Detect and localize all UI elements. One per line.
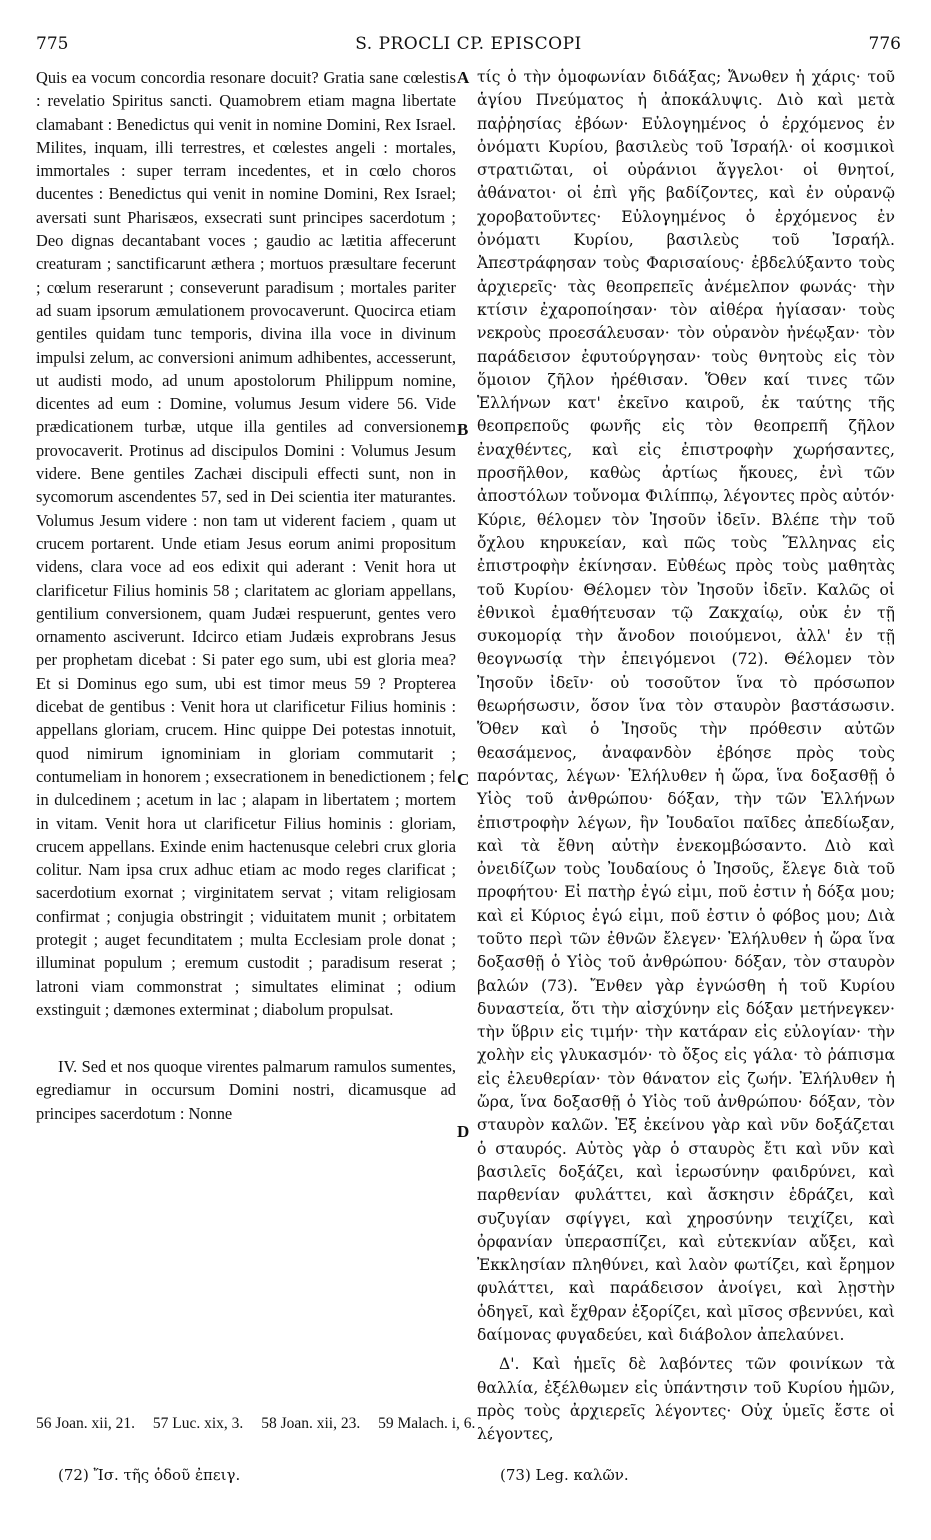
left-page-number: 775 [36, 34, 69, 54]
footnote-57: 57 Luc. xix, 3. [152, 1415, 244, 1432]
footnote-56: 56 Joan. xii, 21. [36, 1415, 136, 1432]
textual-note-72: (72) Ἴσ. τῆς ὁδοῦ ἐπειγ. [58, 1466, 241, 1484]
margin-marker-d: D [457, 1122, 470, 1141]
page-header [36, 34, 901, 60]
footnote-58: 58 Joan. xii, 23. [261, 1415, 361, 1432]
footnote-59: 59 Malach. i, 6. [378, 1415, 476, 1432]
greek-paragraph-1: τίς ὁ τὴν ὁμοφωνίαν διδάξας; Ἄνωθεν ἡ χάρις· τοῦ ἁγίου Πνεύματος ἡ ἀποκάλυψις. Διὸ καὶ μετὰ παῤῥησίας ἐβόων· Εὐλογημένος ὁ ἐρχόμενος ἐν ὀνόματι Κυρίου, βασιλεὺς τοῦ Ἰσραήλ· οἱ κοσμικοὶ στρατιῶται, οἱ οὐράνιοι ἄγγελοι· οἱ θνητοί, ἀθάνατοι· οἱ ἐπὶ γῆς βαδίζοντες, καὶ ἐν οὐρανῷ χοροβατοῦντες· Εὐλογημένος ὁ ἐρχόμενος ἐν ὀνόματι Κυρίου, βασιλεὺς τοῦ Ἰσραήλ. Ἀπεστράφησαν τοὺς Φαρισαίους· ἐβδελύξαντο τοὺς ἀρχιερεῖς· τὰς θεοπρεπεῖς ἀνέμελπον φωνάς· τὴν κτίσιν ἐχαροποίησαν· τὸν αἰθέρα ἡγίασαν· τοὺς νεκροὺς προεσάλευσαν· τὸν οὐρανὸν ἠνέῳξαν· τὸν παράδεισον ἐφυτούργησαν· τοὺς θνητοὺς εἰς τὸν ὅμοιον ζῆλον ἠρέθισαν. Ὅθεν καί τινες τῶν Ἑλλήνων κατ' ἐκεῖνο καιροῦ, ἐκ ταύτης τῆς θεοπρεποῦς φωνῆς εἰς τὸν θεοπρεπῆ ζῆλον ἐναχθέντες, καὶ εἰς ἐπιστροφὴν χωρήσαντες, προσῆλθον, καθὼς ἀρτίως ἤκουες, ἐνὶ τῶν ἀποστόλων τοὔνομα Φιλίππῳ, λέγοντες πρὸς αὐτόν· Κύριε, θέλομεν τὸν Ἰησοῦν ἰδεῖν. Βλέπε τὴν τοῦ ὄχλου κηρυκείαν, καὶ πῶς τοὺς Ἕλληνας εἰς ἐπιστροφὴν ἐκίνησαν. Εὐθέως πρὸς τοὺς μαθητὰς τοῦ Κυρίου· Θέλομεν τὸν Ἰησοῦν ἰδεῖν. Καλῶς οἱ ἐθνικοὶ ἐμαθήτευσαν τῷ Ζακχαίῳ, οὐκ ἐν τῇ συκομορίᾳ τὴν ἄνοδον ποιούμενοι, ἀλλ' ἐν τῇ θεογνωσίᾳ τὴν ἐπειγόμενοι (72). Θέλομεν τὸν Ἰησοῦν ἰδεῖν· οὐ τοσοῦτον ἵνα τὸ πρόσωπον θεωρήσωσιν, ὅσον ἵνα τὸν σταυρὸν βαστάσωσιν. Ὅθεν καὶ ὁ Ἰησοῦς τὴν πρόθεσιν αὐτῶν θεασάμενος, ἀναφανδὸν ἐβόησε πρὸς τοὺς παρόντας, λέγων· Ἐλήλυθεν ἡ ὥρα, ἵνα δοξασθῇ ὁ Υἱὸς τοῦ ἀνθρώπου· δόξαν, τὴν τῶν Ἑλλήνων ἐπιστροφὴν λέγων, ἣν Ἰουδαῖοι παῖδες ἀπεδίωξαν, καὶ τὰ ἔθνη αὐτὴν ἐνεκομβώσαντο. Διὸ καὶ ὀνειδίζων τοὺς Ἰουδαίους ὁ Ἰησοῦς, ἔλεγε διὰ τοῦ προφήτου· Εἰ πατὴρ ἐγώ εἰμι, ποῦ ἐστιν ἡ δόξα μου; καὶ εἰ Κύριος ἐγώ εἰμι, ποῦ ἐστιν ὁ φόβος μου; Διὰ τοῦτο περὶ τῶν ἐθνῶν ἔλεγεν· Ἐλήλυθεν ἡ ὥρα ἵνα δοξασθῇ ὁ Υἱὸς τοῦ ἀνθρώπου· δόξαν, τὸν σταυρὸν βαλών (73). Ἔνθεν γὰρ ἐγνώσθη ἡ τοῦ Κυρίου δυναστεία, ὅτι τὴν αἰσχύνην εἰς δόξαν μετήνεγκεν· τὴν ὕβριν εἰς τιμήν· τὴν κατάραν εἰς εὐλογίαν· τὴν χολὴν εἰς γλυκασμόν· τὸ ὄξος εἰς γάλα· τὸ ῥάπισμα εἰς ἐλευθερίαν· τὸν θάνατον εἰς ζωήν. Ἐλήλυθεν ἡ ὥρα, ἵνα δοξασθῇ ὁ Υἱὸς τοῦ ἀνθρώπου· δόξαν, τὸν σταυρὸν καλῶν. Ἐξ ἐκείνου γὰρ καὶ νῦν δοξάζεται ὁ σταυρός. Αὐτὸς γὰρ ὁ σταυρὸς ἔτι καὶ νῦν καὶ βασιλεῖς δοξάζει, καὶ ἱερωσύνην φαιδρύνει, καὶ παρθενίαν φυλάττει, καὶ ἄσκησιν ἑδράζει, καὶ συζυγίαν σφίγγει, καὶ χηροσύνην τειχίζει, καὶ ὀρφανίαν ὑπερασπίζει, καὶ εὐτεκνίαν αὔξει, καὶ Ἐκκλησίαν πληθύνει, καὶ λαὸν φωτίζει, καὶ ἔρημον φυλάττει, καὶ παράδεισον ἀνοίγει, καὶ λῃστὴν ὁδηγεῖ, καὶ ἔχθραν ἐξορίζει, καὶ μῖσος σβεννύει, καὶ δαίμονας φυγαδεύει, καὶ διάβολον ἀπελαύνει. [477, 68, 895, 1345]
running-title: S. PROCLI CP. EPISCOPI [355, 34, 582, 54]
margin-marker-c: C [457, 770, 470, 789]
margin-marker-a: A [457, 68, 470, 87]
greek-paragraph-2: Δ'. Καὶ ἡμεῖς δὲ λαβόντες τῶν φοινίκων τὰ θαλλία, ἐξέλθωμεν εἰς ὑπάντησιν τοῦ Κυρίου ἡμῶν, πρὸς τοὺς ἀρχιερεῖς λέγοντες· Οὐχ ὑμεῖς ἔστε οἱ λέγοντες, [477, 1355, 895, 1444]
textual-note-73: (73) Leg. καλῶν. [500, 1466, 629, 1484]
latin-paragraph-1: Quis ea vocum concordia resonare docuit? Gratia sane cœlestis : revelatio Spiritus sancti. Quamobrem etiam magna libertate clamabant : Benedictus qui venit in nomine Domini, Rex Israel. Milites, inquam, illi terrestres, et cœlestes angeli : mortales, immortales : super terram incedentes, et in cœlo choros ducentes : Benedictus qui venit in nomine Domini, Rex Israel; aversati sunt Pharisæos, exsecrati sunt principes sacerdotum ; Deo dignas decantabant voces ; gaudio ac lætitia affecerunt creaturam ; sanctificarunt æthera ; mortuos præsultare fecerunt ; cœlum reserarunt ; conseverunt paradisum ; mortales pariter ad suam ipsorum æmulationem provocaverunt. Quocirca etiam gentiles quidam tunc temporis, divina illa voce in divinum impulsi zelum, ac conversioni animum adhibentes, accesserunt, ut audisti modo, ad unum apostolorum Philippum nomine, dicentes ad eum : Domine, volumus Jesum videre 56. Vide prædicationem turbæ, utque illa gentiles ad conversionem provocaverit. Protinus ad discipulos Domini : Volumus Jesum videre. Bene gentiles Zachæi discipuli effecti sunt, non in sycomorum ascendentes 57, sed in Dei scientia iter maturantes. Volumus Jesum videre : non tam ut viderent faciem , quam ut crucem portarent. Unde etiam Jesus eorum animi propositum videns, clara voce ad eos edixit qui aderant : Venit hora ut clarificetur Filius hominis 58 ; claritatem ac gloriam appellans, gentilium conversionem, quam Judæi respuerunt, gentes vero ornamento asciverunt. Idcirco etiam Judæis exprobrans Jesus per prophetam dicebat : Si pater ego sum, ubi est gloria mea? Et si Dominus ego sum, ubi est timor meus 59 ? Propterea dicebat de gentibus : Venit hora ut clarificetur Filius hominis : appellans gloriam, crucem. Hinc quippe Dei potestas innotuit, quod nimirum ignominiam in gloriam commutarit ; contumeliam in honorem ; exsecrationem in benedictionem ; fel in dulcedinem ; acetum in lac ; alapam in libertatem ; mortem in vitam. Venit hora ut clarificetur Filius hominis : gloriam, crucem appellans. Exinde enim hactenusque celebri crux gloria colitur. Nam ipsa crux adhuc etiam ac modo reges clarificat ; sacerdotium exornat ; virginitatem servat ; vitam religiosam confirmat ; conjugia obstringit ; viduitatem munit ; orbitatem protegit ; auget fecunditatem ; multa Ecclesiam prole donat ; illuminat populum ; eremum custodit ; paradisum reserat ; latroni viam commonstrat ; simultates eliminat ; odium exstinguit ; dæmones exterminat ; diabolum propulsat. [36, 68, 456, 1019]
scripture-footnotes [36, 1415, 896, 1433]
latin-column [36, 66, 456, 1125]
right-page-number: 776 [868, 34, 901, 54]
greek-column [477, 66, 895, 1447]
margin-marker-b: B [457, 420, 469, 439]
latin-paragraph-2: IV. Sed et nos quoque virentes palmarum ramulos sumentes, egrediamur in occursum Domini nostri, dicamusque ad principes sacerdotum : Nonne [36, 1057, 456, 1123]
